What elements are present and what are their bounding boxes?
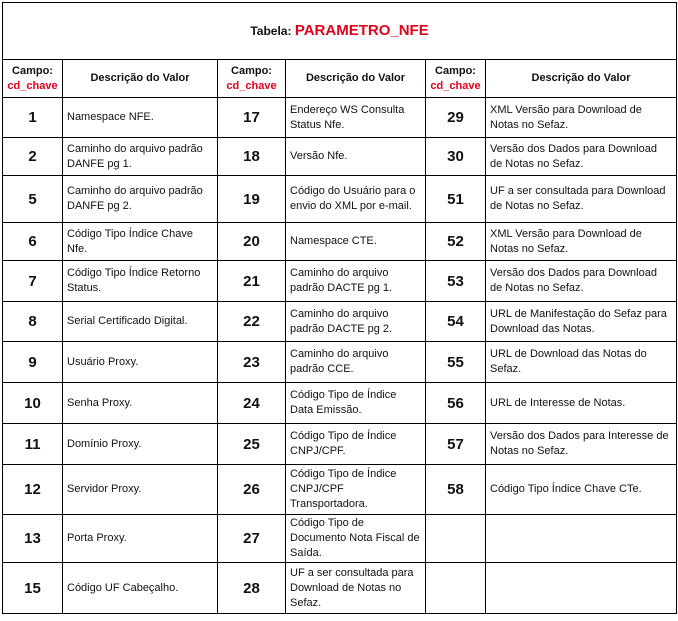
table-row [3, 223, 677, 261]
header-campo-2 [218, 60, 286, 98]
header-campo-1 [3, 60, 63, 98]
campo-cell: 21 [218, 261, 286, 302]
table-row [3, 424, 677, 465]
campo-cell [426, 515, 486, 563]
descricao-cell: Serial Certificado Digital. [63, 302, 218, 342]
campo-cell: 11 [3, 424, 63, 465]
table-row [3, 563, 677, 614]
table-row [3, 342, 677, 383]
campo-cell: 7 [3, 261, 63, 302]
descricao-cell: URL de Download das Notas do Sefaz. [486, 342, 677, 383]
table-row [3, 515, 677, 563]
campo-cell: 6 [3, 223, 63, 261]
campo-cell: 57 [426, 424, 486, 465]
descricao-cell: Namespace NFE. [63, 98, 218, 138]
campo-cell: 51 [426, 176, 486, 223]
header-campo-label: Campo: [231, 64, 272, 77]
header-campo-label: Campo: [435, 64, 476, 77]
header-descricao-3: Descrição do Valor [486, 60, 677, 98]
descricao-cell: Código Tipo Índice Chave Nfe. [63, 223, 218, 261]
descricao-cell: Caminho do arquivo padrão DANFE pg 1. [63, 138, 218, 176]
header-key-label: cd_chave [430, 79, 481, 92]
descricao-cell: Usuário Proxy. [63, 342, 218, 383]
campo-cell: 20 [218, 223, 286, 261]
title-table-name: PARAMETRO_NFE [294, 22, 429, 39]
campo-cell: 12 [3, 465, 63, 515]
header-descricao-1: Descrição do Valor [63, 60, 218, 98]
campo-cell: 52 [426, 223, 486, 261]
title-row [3, 3, 677, 60]
campo-cell: 5 [3, 176, 63, 223]
descricao-cell: XML Versão para Download de Notas no Sefaz. [486, 98, 677, 138]
header-campo-3 [426, 60, 486, 98]
descricao-cell: Código Tipo Índice Retorno Status. [63, 261, 218, 302]
descricao-cell: Porta Proxy. [63, 515, 218, 563]
descricao-cell: Versão dos Dados para Download de Notas no Sefaz. [486, 261, 677, 302]
descricao-cell: Código Tipo de Índice Data Emissão. [286, 383, 426, 424]
descricao-cell: Domínio Proxy. [63, 424, 218, 465]
campo-cell: 17 [218, 98, 286, 138]
campo-cell [426, 563, 486, 614]
campo-cell: 23 [218, 342, 286, 383]
descricao-cell: Caminho do arquivo padrão DANFE pg 2. [63, 176, 218, 223]
descricao-cell: Senha Proxy. [63, 383, 218, 424]
descricao-cell: Versão dos Dados para Interesse de Notas no Sefaz. [486, 424, 677, 465]
campo-cell: 28 [218, 563, 286, 614]
descricao-cell: Código UF Cabeçalho. [63, 563, 218, 614]
descricao-cell: UF a ser consultada para Download de Notas no Sefaz. [286, 563, 426, 614]
header-key-label: cd_chave [226, 79, 277, 92]
header-key-label: cd_chave [7, 79, 58, 92]
campo-cell: 13 [3, 515, 63, 563]
campo-cell: 54 [426, 302, 486, 342]
descricao-cell: UF a ser consultada para Download de Notas no Sefaz. [486, 176, 677, 223]
header-row [3, 60, 677, 98]
descricao-cell: Endereço WS Consulta Status Nfe. [286, 98, 426, 138]
descricao-cell: Código Tipo de Índice CNPJ/CPF. [286, 424, 426, 465]
table-row [3, 138, 677, 176]
campo-cell: 10 [3, 383, 63, 424]
campo-cell: 9 [3, 342, 63, 383]
campo-cell: 19 [218, 176, 286, 223]
descricao-cell: Versão Nfe. [286, 138, 426, 176]
table-row [3, 261, 677, 302]
descricao-cell [486, 563, 677, 614]
descricao-cell: Código Tipo de Índice CNPJ/CPF Transportadora. [286, 465, 426, 515]
descricao-cell: URL de Manifestação do Sefaz para Download das Notas. [486, 302, 677, 342]
table-row [3, 302, 677, 342]
campo-cell: 1 [3, 98, 63, 138]
descricao-cell: Código do Usuário para o envio do XML por e-mail. [286, 176, 426, 223]
title-prefix: Tabela: [250, 24, 292, 38]
table-row [3, 465, 677, 515]
header-campo-label: Campo: [12, 64, 53, 77]
descricao-cell: Caminho do arquivo padrão DACTE pg 1. [286, 261, 426, 302]
descricao-cell: Caminho do arquivo padrão DACTE pg 2. [286, 302, 426, 342]
descricao-cell: Versão dos Dados para Download de Notas no Sefaz. [486, 138, 677, 176]
descricao-cell: Código Tipo Índice Chave CTe. [486, 465, 677, 515]
campo-cell: 30 [426, 138, 486, 176]
descricao-cell: URL de Interesse de Notas. [486, 383, 677, 424]
table-row [3, 98, 677, 138]
campo-cell: 29 [426, 98, 486, 138]
campo-cell: 26 [218, 465, 286, 515]
campo-cell: 53 [426, 261, 486, 302]
descricao-cell: Código Tipo de Documento Nota Fiscal de Saída. [286, 515, 426, 563]
descricao-cell: Servidor Proxy. [63, 465, 218, 515]
campo-cell: 2 [3, 138, 63, 176]
descricao-cell: Namespace CTE. [286, 223, 426, 261]
parametro-nfe-table [2, 2, 677, 614]
campo-cell: 22 [218, 302, 286, 342]
campo-cell: 56 [426, 383, 486, 424]
campo-cell: 27 [218, 515, 286, 563]
descricao-cell [486, 515, 677, 563]
campo-cell: 58 [426, 465, 486, 515]
table-title [3, 3, 677, 60]
campo-cell: 15 [3, 563, 63, 614]
campo-cell: 25 [218, 424, 286, 465]
table-row [3, 176, 677, 223]
descricao-cell: XML Versão para Download de Notas no Sefaz. [486, 223, 677, 261]
campo-cell: 24 [218, 383, 286, 424]
table-row [3, 383, 677, 424]
campo-cell: 18 [218, 138, 286, 176]
campo-cell: 55 [426, 342, 486, 383]
campo-cell: 8 [3, 302, 63, 342]
header-descricao-2: Descrição do Valor [286, 60, 426, 98]
descricao-cell: Caminho do arquivo padrão CCE. [286, 342, 426, 383]
